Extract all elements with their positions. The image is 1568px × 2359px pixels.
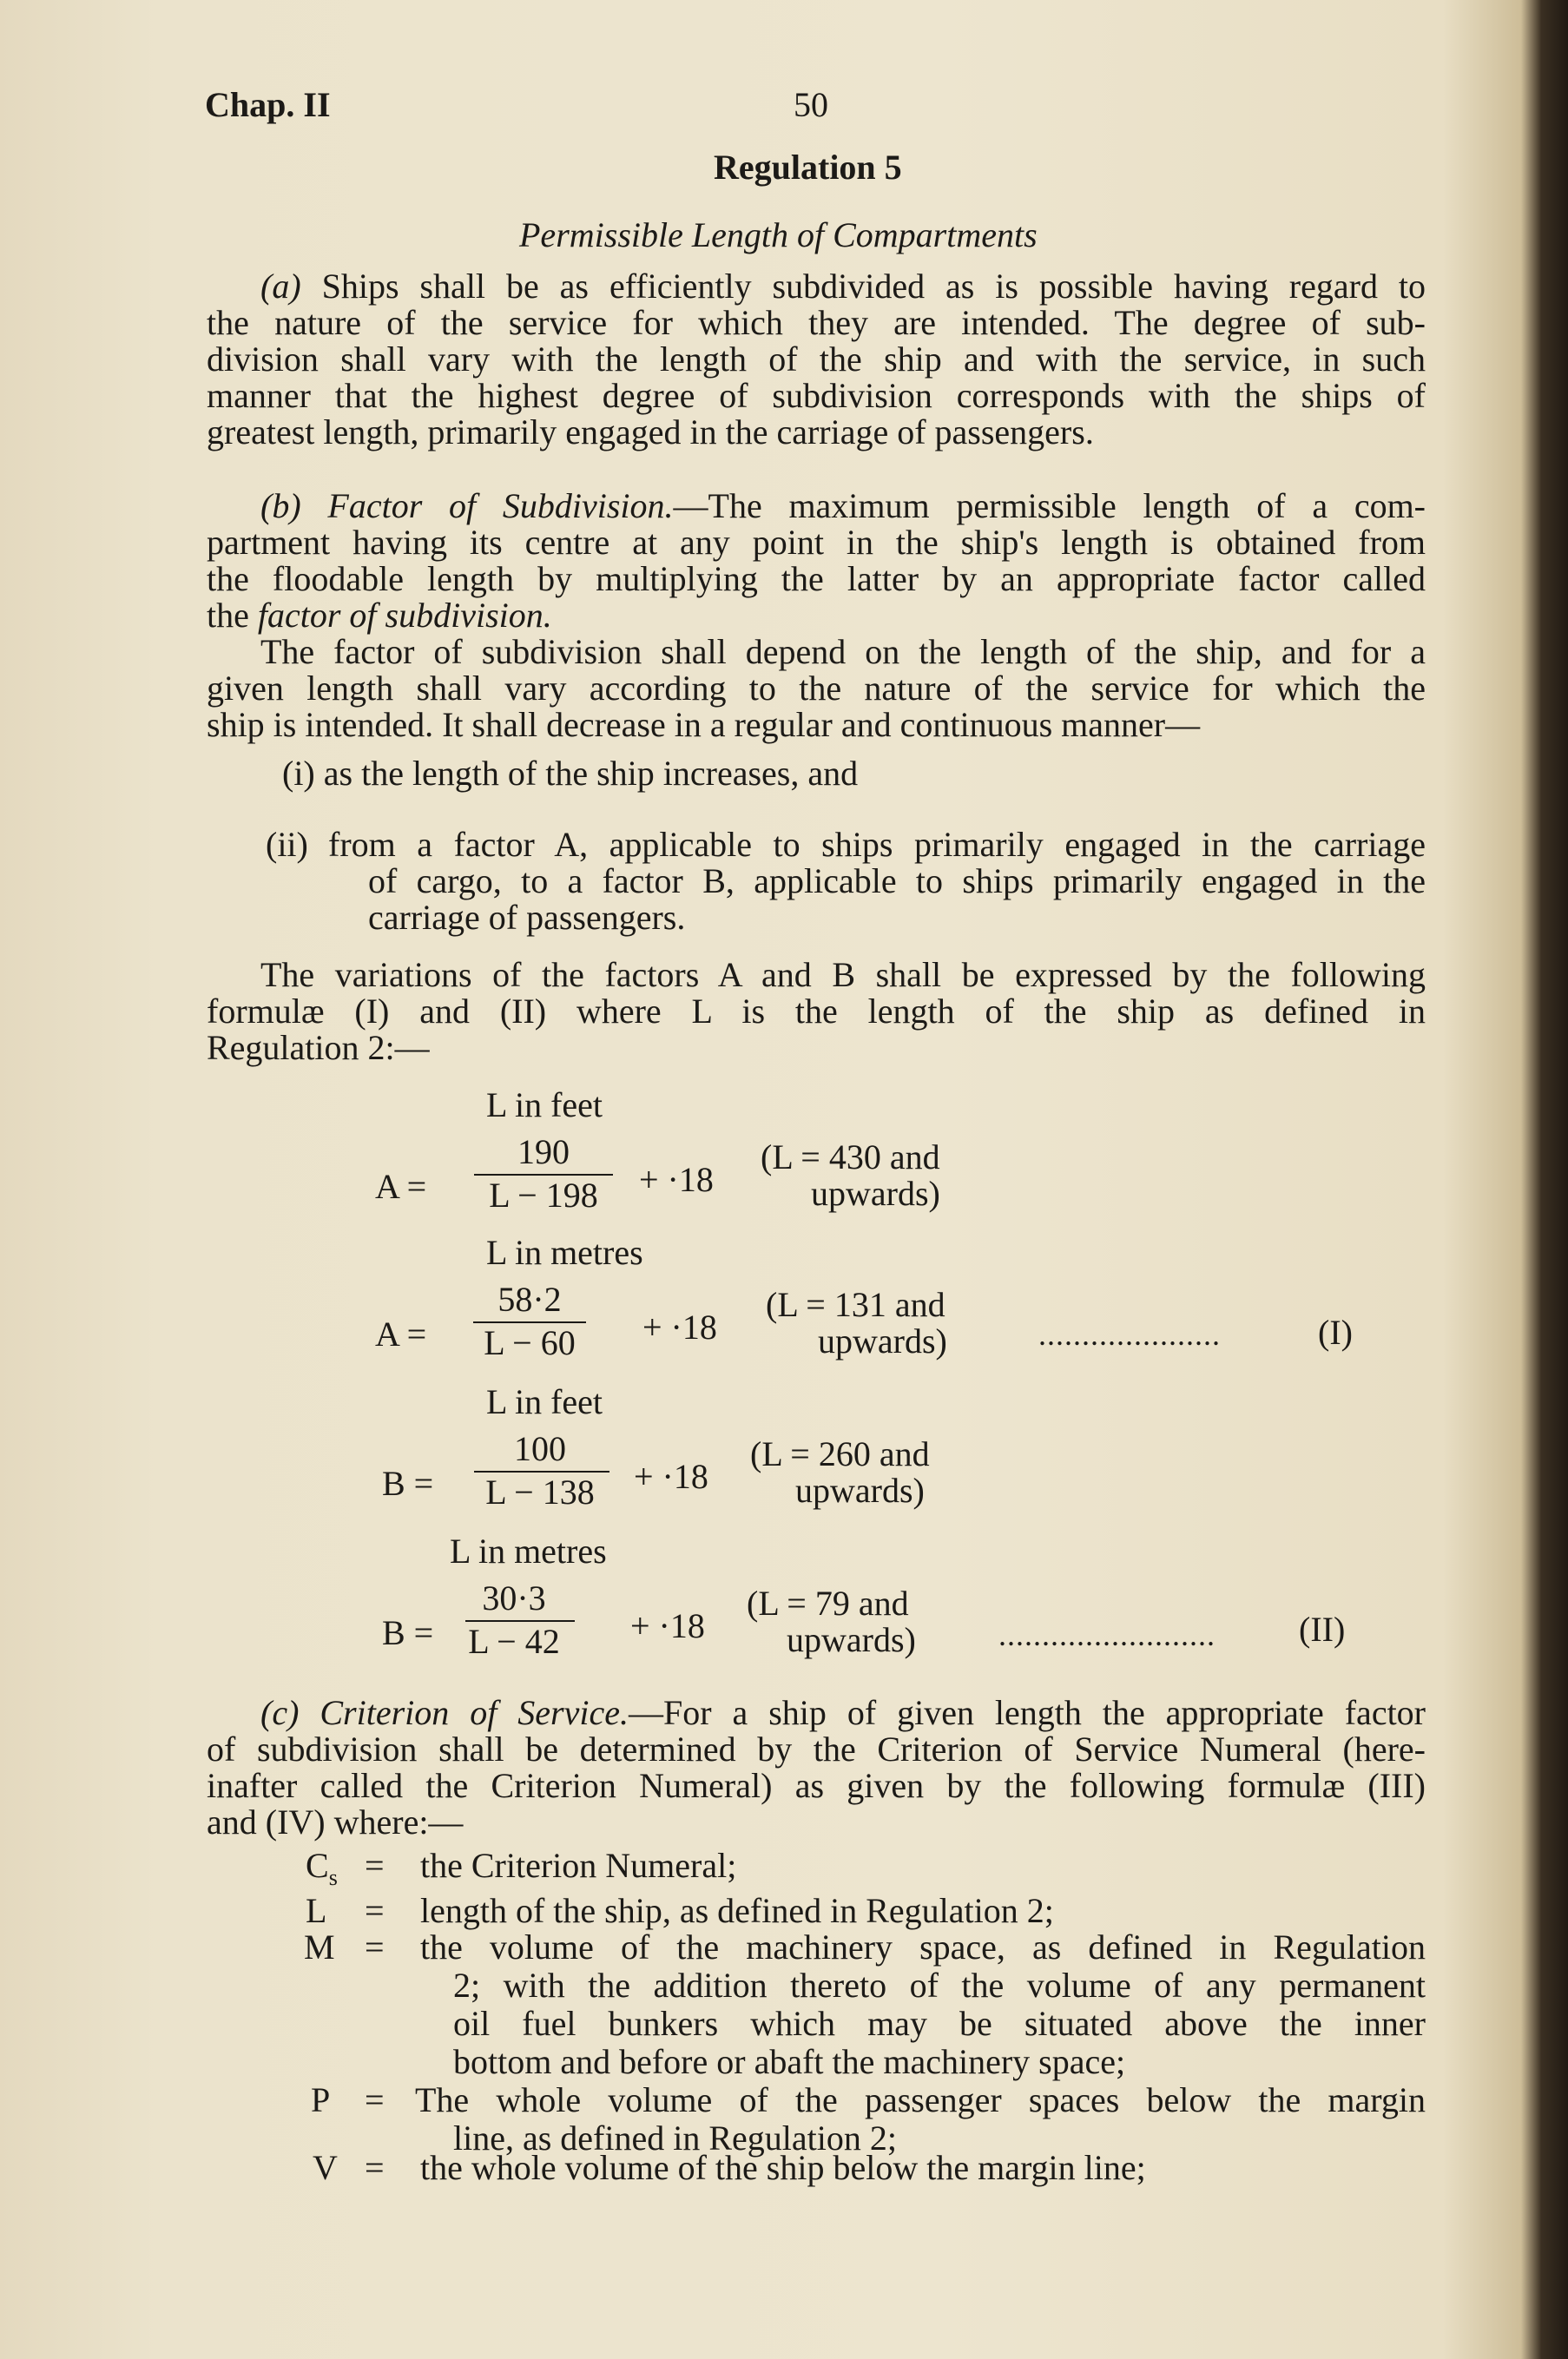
para-b-text: —The maximum permissible length of a com- xyxy=(673,486,1426,525)
para-b-line-3: the floodable length by multiplying the latter by an appropriate factor called xyxy=(207,559,1426,598)
list-item-i: (i) as the length of the ship increases, and xyxy=(282,754,859,793)
para-b-marker: (b) xyxy=(260,486,301,525)
definition-text: bottom and before or abaft the machinery space; xyxy=(453,2042,1126,2081)
formula-condition-1: (L = 131 and xyxy=(766,1285,945,1324)
definition-text: the volume of the machinery space, as defined in Regulation xyxy=(420,1927,1426,1967)
definition-text: The whole volume of the passenger spaces below the margin xyxy=(415,2080,1426,2119)
formula-denominator: L − 42 xyxy=(468,1622,560,1661)
formula-plus-term: + ·18 xyxy=(639,1160,714,1199)
formula-lhs: B = xyxy=(382,1464,434,1503)
para-c-heading: Criterion of Service. xyxy=(320,1693,629,1732)
para-a-marker: (a) xyxy=(260,267,301,306)
list-item-ii-line-3: carriage of passengers. xyxy=(368,898,686,937)
para-b3-line-2: formulæ (I) and (II) where L is the length of the ship as defined in xyxy=(207,992,1426,1031)
formula-plus-term: + ·18 xyxy=(634,1457,708,1496)
formula-denominator: L − 198 xyxy=(489,1176,598,1215)
para-b-line-4-prefix: the xyxy=(207,596,249,635)
para-a-line-3: division shall vary with the length of the ship and with the service, in such xyxy=(207,339,1426,379)
formula-unit: L in metres xyxy=(486,1233,643,1272)
formula-unit: L in metres xyxy=(450,1532,607,1571)
definition-text: the whole volume of the ship below the margin line; xyxy=(420,2148,1146,2187)
list-item-ii-line-1: from a factor A, applicable to ships primarily engaged in the carriage xyxy=(328,825,1426,864)
formula-label: (II) xyxy=(1299,1610,1346,1649)
para-a-line-5: greatest length, primarily engaged in the carriage of passengers. xyxy=(207,412,1094,451)
definition-text: 2; with the addition thereto of the volume of any permanent xyxy=(453,1966,1426,2005)
formula-lhs: A = xyxy=(375,1167,427,1206)
formula-numerator: 30·3 xyxy=(482,1578,546,1618)
definition-text: oil fuel bunkers which may be situated above the inner xyxy=(453,2004,1426,2043)
formula-condition-2: upwards) xyxy=(795,1471,925,1510)
regulation-title: Regulation 5 xyxy=(714,148,902,187)
definition-equals: = xyxy=(365,2080,385,2119)
formula-condition-1: (L = 260 and xyxy=(750,1434,930,1473)
formula-condition-2: upwards) xyxy=(787,1620,916,1659)
definition-equals: = xyxy=(365,2148,385,2187)
formula-condition-2: upwards) xyxy=(818,1321,947,1361)
para-b-line-2: partment having its centre at any point in the ship's length is obtained from xyxy=(207,523,1426,562)
formula-label: (I) xyxy=(1318,1313,1353,1352)
list-item-ii-line-2: of cargo, to a factor B, applicable to ships primarily engaged in the xyxy=(368,861,1426,900)
definition-symbol: L xyxy=(306,1891,327,1930)
formula-condition-1: (L = 79 and xyxy=(747,1584,909,1623)
chapter-heading: Chap. II xyxy=(205,85,331,124)
para-b3-line-3: Regulation 2:— xyxy=(207,1028,430,1067)
para-a-text: Ships shall be as efficiently subdivided as is possible having regard to xyxy=(321,267,1426,306)
definition-text: line, as defined in Regulation 2; xyxy=(453,2118,897,2158)
definition-equals: = xyxy=(365,1891,385,1930)
definition-symbol xyxy=(306,1848,338,1896)
para-c-line-2: of subdivision shall be determined by the Criterion of Service Numeral (here- xyxy=(207,1730,1426,1769)
formula-denominator: L − 138 xyxy=(485,1473,595,1512)
symbol-cs: $C_s$ xyxy=(306,1846,338,1890)
para-b3-line-1: The variations of the factors A and B shall be expressed by the following xyxy=(260,955,1426,994)
definition-equals: = xyxy=(365,1927,385,1967)
para-a-line-1 xyxy=(260,268,1426,305)
para-a-line-4: manner that the highest degree of subdivision corresponds with the ships of xyxy=(207,376,1426,415)
definition-symbol: V xyxy=(313,2148,338,2187)
page-number: 50 xyxy=(794,85,828,124)
definition-text: length of the ship, as defined in Regulation 2; xyxy=(420,1891,1054,1930)
formula-numerator: 58·2 xyxy=(497,1280,562,1319)
leader-dots: ..................... xyxy=(1038,1317,1221,1352)
para-c-line-4: and (IV) where:— xyxy=(207,1802,464,1842)
formula-unit: L in feet xyxy=(486,1382,603,1421)
definition-symbol: P xyxy=(311,2080,331,2119)
para-b-line-4 xyxy=(207,597,552,634)
para-c-marker: (c) xyxy=(260,1693,300,1732)
formula-numerator: 100 xyxy=(514,1429,566,1468)
formula-plus-term: + ·18 xyxy=(642,1308,717,1347)
definition-symbol: M xyxy=(304,1927,335,1967)
para-b-term: factor of subdivision. xyxy=(257,596,552,635)
list-item-ii-marker: (ii) xyxy=(266,825,308,864)
formula-unit: L in feet xyxy=(486,1085,603,1124)
formula-lhs: A = xyxy=(375,1315,427,1354)
subscript: s xyxy=(328,1865,338,1890)
formula-plus-term: + ·18 xyxy=(630,1606,705,1645)
formula-denominator: L − 60 xyxy=(484,1323,576,1362)
formula-condition-2: upwards) xyxy=(811,1174,940,1213)
leader-dots: ......................... xyxy=(998,1618,1216,1652)
para-c-text: —For a ship of given length the appropriate factor xyxy=(628,1693,1426,1732)
para-b2-line-1: The factor of subdivision shall depend on the length of the ship, and for a xyxy=(260,632,1426,671)
para-b-line-1 xyxy=(260,488,1426,524)
definition-equals: = xyxy=(365,1846,385,1885)
formula-lhs: B = xyxy=(382,1613,434,1652)
formula-numerator: 190 xyxy=(517,1132,570,1171)
regulation-subtitle: Permissible Length of Compartments xyxy=(519,215,1038,254)
para-c-line-1 xyxy=(260,1695,1426,1731)
para-a-line-2: the nature of the service for which they are intended. The degree of sub- xyxy=(207,303,1426,342)
para-b2-line-2: given length shall vary according to the nature of the service for which the xyxy=(207,669,1426,708)
para-b2-line-3: ship is intended. It shall decrease in a regular and continuous manner— xyxy=(207,705,1201,744)
para-b-heading: Factor of Subdivision. xyxy=(327,486,674,525)
definition-text: the Criterion Numeral; xyxy=(420,1846,737,1885)
para-c-line-3: inafter called the Criterion Numeral) as given by the following formulæ (III) xyxy=(207,1766,1426,1805)
formula-condition-1: (L = 430 and xyxy=(761,1137,940,1176)
